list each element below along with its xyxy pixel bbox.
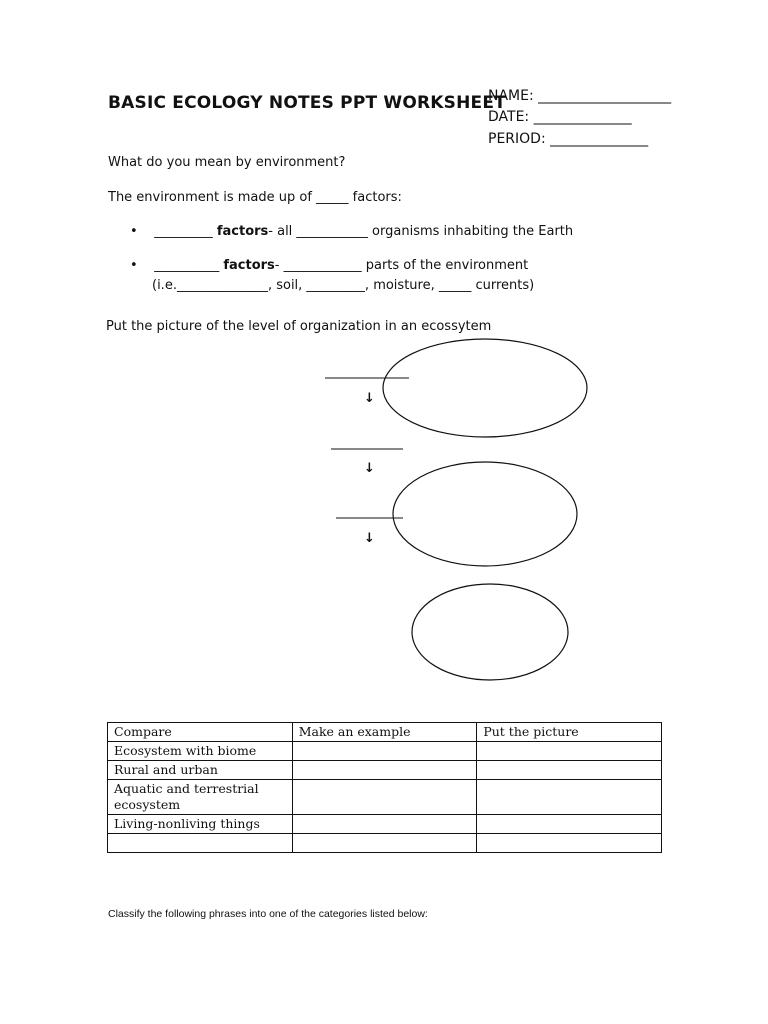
table-cell: Rural and urban bbox=[108, 761, 293, 780]
bullet-dot: • bbox=[130, 224, 138, 239]
table-cell[interactable] bbox=[477, 761, 662, 780]
worksheet-title: BASIC ECOLOGY NOTES PPT WORKSHEET bbox=[108, 93, 506, 113]
table-header-cell: Put the picture bbox=[477, 723, 662, 742]
name-field[interactable]: NAME: ___________________ bbox=[488, 88, 672, 104]
table-cell: Aquatic and terrestrial ecosystem bbox=[108, 780, 293, 815]
table-cell: Ecosystem with biome bbox=[108, 742, 293, 761]
table-cell[interactable] bbox=[292, 834, 477, 853]
question-factors: The environment is made up of _____ factors: bbox=[108, 190, 402, 205]
table-cell[interactable] bbox=[292, 815, 477, 834]
down-arrow-icon: ↓ bbox=[364, 531, 375, 546]
bullet-term: factors bbox=[223, 258, 275, 273]
bullet-blank[interactable]: __________ bbox=[154, 258, 220, 273]
period-field[interactable]: PERIOD: ______________ bbox=[488, 131, 649, 147]
bullet-line2: (i.e.______________, soil, _________, moisture, _____ currents) bbox=[152, 278, 535, 293]
bullet-text: - all ___________ organisms inhabiting the Earth bbox=[268, 224, 574, 239]
table-row bbox=[108, 742, 662, 761]
table-row bbox=[108, 761, 662, 780]
table-cell[interactable] bbox=[477, 815, 662, 834]
compare-table bbox=[107, 722, 662, 853]
table-header-row bbox=[108, 723, 662, 742]
table-cell[interactable] bbox=[292, 780, 477, 815]
bullet-blank[interactable]: _________ bbox=[154, 224, 213, 239]
down-arrow-icon: ↓ bbox=[364, 391, 375, 406]
table-cell: Living-nonliving things bbox=[108, 815, 293, 834]
table-cell[interactable] bbox=[477, 780, 662, 815]
classify-instruction: Classify the following phrases into one of the categories listed below: bbox=[108, 908, 428, 920]
diagram-instruction: Put the picture of the level of organization in an ecossytem bbox=[106, 319, 492, 334]
picture-oval-3[interactable] bbox=[412, 584, 568, 680]
table-cell[interactable] bbox=[108, 834, 293, 853]
table-header-cell: Make an example bbox=[292, 723, 477, 742]
table-cell[interactable] bbox=[292, 761, 477, 780]
bullet-text: - ____________ parts of the environment bbox=[274, 258, 529, 273]
table-row bbox=[108, 815, 662, 834]
table-row bbox=[108, 780, 662, 815]
down-arrow-icon: ↓ bbox=[364, 461, 375, 476]
table-cell[interactable] bbox=[292, 742, 477, 761]
picture-oval-2[interactable] bbox=[393, 462, 577, 566]
date-field[interactable]: DATE: ______________ bbox=[488, 109, 632, 125]
question-environment: What do you mean by environment? bbox=[108, 155, 346, 170]
table-cell[interactable] bbox=[477, 834, 662, 853]
table-header-cell: Compare bbox=[108, 723, 293, 742]
bullet-dot: • bbox=[130, 258, 138, 273]
table-cell[interactable] bbox=[477, 742, 662, 761]
picture-oval-1[interactable] bbox=[383, 339, 587, 437]
bullet-term: factors bbox=[216, 224, 269, 239]
table-row bbox=[108, 834, 662, 853]
